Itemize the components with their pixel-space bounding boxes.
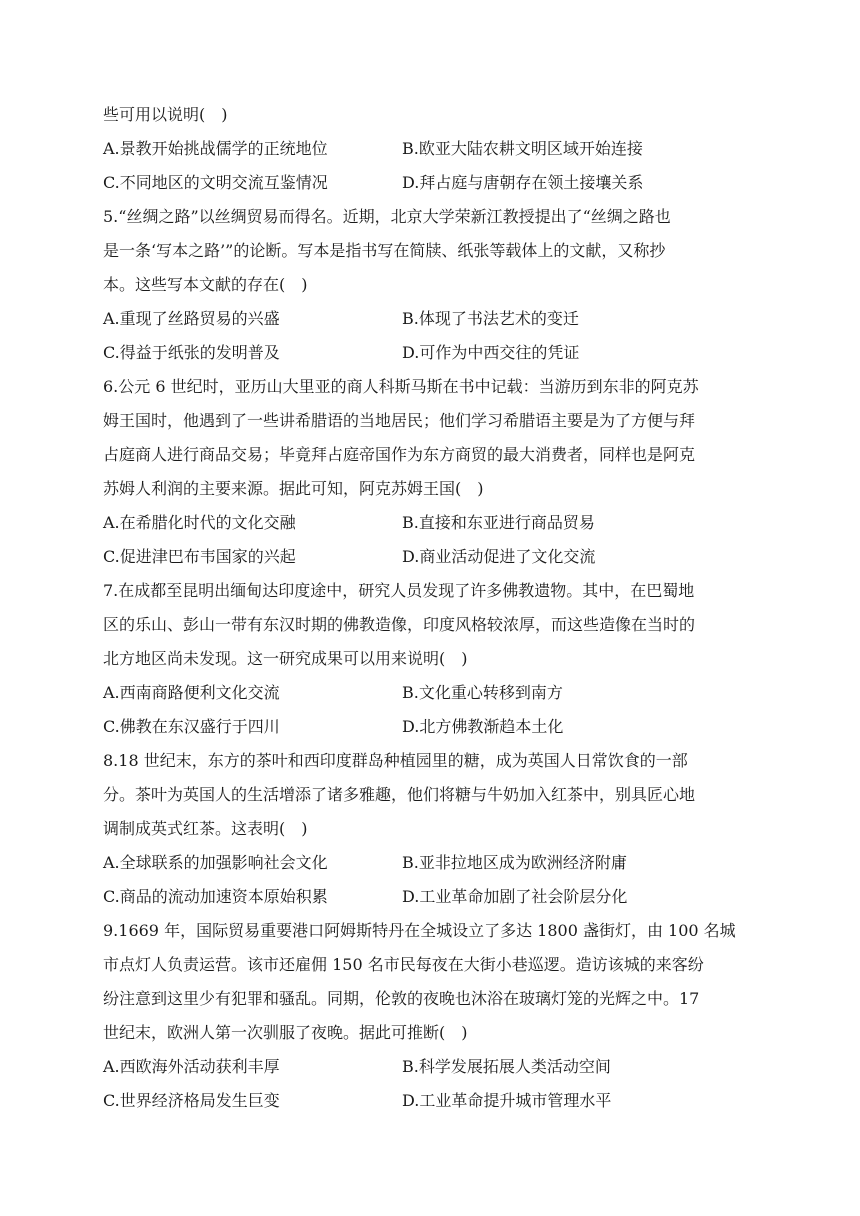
question-7-options-row-1 [103, 676, 763, 710]
question-4-options-row-2 [103, 166, 763, 200]
exam-page [103, 98, 763, 1118]
option-b: B.直接和东亚进行商品贸易 [402, 513, 595, 532]
question-9-stem-line: 世纪末，欧洲人第一次驯服了夜晚。据此可推断( ) [103, 1023, 468, 1042]
question-9-stem-line: 9.1669 年，国际贸易重要港口阿姆斯特丹在全城设立了多达 1800 盏街灯，由 100 名城 [103, 921, 736, 940]
question-8-stem-line: 分。茶叶为英国人的生活增添了诸多雅趣，他们将糖与牛奶加入红茶中，别具匠心地 [103, 785, 696, 804]
question-4-stem-tail: 些可用以说明( ) [103, 105, 228, 124]
question-9-options-row-1 [103, 1050, 763, 1084]
option-c: C.世界经济格局发生巨变 [103, 1091, 280, 1110]
option-a: A.西欧海外活动获利丰厚 [103, 1057, 280, 1076]
question-8-options-row-2 [103, 880, 763, 914]
question-6-stem-line: 苏姆人利润的主要来源。据此可知，阿克苏姆王国( ) [103, 479, 484, 498]
question-6-stem-line: 姆王国时，他遇到了一些讲希腊语的当地居民；他们学习希腊语主要是为了方便与拜 [103, 411, 696, 430]
option-b: B.科学发展拓展人类活动空间 [402, 1057, 611, 1076]
question-7-stem-line: 区的乐山、彭山一带有东汉时期的佛教造像，印度风格较浓厚，而这些造像在当时的 [103, 615, 696, 634]
question-6-stem-line: 占庭商人进行商品交易；毕竟拜占庭帝国作为东方商贸的最大消费者，同样也是阿克 [103, 445, 696, 464]
question-6-options-row-1 [103, 506, 763, 540]
option-c: C.佛教在东汉盛行于四川 [103, 717, 280, 736]
question-9-stem-line: 纷注意到这里少有犯罪和骚乱。同期，伦敦的夜晚也沐浴在玻璃灯笼的光辉之中。17 [103, 989, 700, 1008]
option-b: B.欧亚大陆农耕文明区域开始连接 [402, 139, 643, 158]
option-a: A.在希腊化时代的文化交融 [103, 513, 296, 532]
option-a: A.重现了丝路贸易的兴盛 [103, 309, 280, 328]
question-4-options-row-1 [103, 132, 763, 166]
question-9-stem-line: 市点灯人负责运营。该市还雇佣 150 名市民每夜在大街小巷巡逻。造访该城的来客纷 [103, 955, 704, 974]
question-7-stem-line: 7.在成都至昆明出缅甸达印度途中，研究人员发现了许多佛教遗物。其中，在巴蜀地 [103, 581, 695, 600]
question-8-options-row-1 [103, 846, 763, 880]
option-d: D.拜占庭与唐朝存在领土接壤关系 [402, 173, 644, 192]
question-6-options-row-2 [103, 540, 763, 574]
option-d: D.可作为中西交往的凭证 [402, 343, 580, 362]
question-9-options-row-2 [103, 1084, 763, 1118]
question-5-stem-line: 5.“丝绸之路”以丝绸贸易而得名。近期，北京大学荣新江教授提出了“丝绸之路也 [103, 207, 671, 226]
question-5-stem-line: 是一条‘写本之路’”的论断。写本是指书写在简牍、纸张等载体上的文献，又称抄 [103, 241, 666, 260]
option-d: D.商业活动促进了文化交流 [402, 547, 596, 566]
option-d: D.工业革命提升城市管理水平 [402, 1091, 612, 1110]
option-b: B.文化重心转移到南方 [402, 683, 563, 702]
question-6-stem-line: 6.公元 6 世纪时，亚历山大里亚的商人科斯马斯在书中记载：当游历到东非的阿克苏 [103, 377, 699, 396]
option-c: C.促进津巴布韦国家的兴起 [103, 547, 296, 566]
question-7-options-row-2 [103, 710, 763, 744]
question-5-options-row-2 [103, 336, 763, 370]
option-c: C.得益于纸张的发明普及 [103, 343, 280, 362]
question-7-stem-line: 北方地区尚未发现。这一研究成果可以用来说明( ) [103, 649, 468, 668]
option-c: C.不同地区的文明交流互鉴情况 [103, 173, 328, 192]
option-a: A.景教开始挑战儒学的正统地位 [103, 139, 328, 158]
question-5-stem-line: 本。这些写本文献的存在( ) [103, 275, 308, 294]
question-5-options-row-1 [103, 302, 763, 336]
question-8-stem-line: 8.18 世纪末，东方的茶叶和西印度群岛种植园里的糖，成为英国人日常饮食的一部 [103, 751, 688, 770]
option-b: B.体现了书法艺术的变迁 [402, 309, 579, 328]
option-a: A.西南商路便利文化交流 [103, 683, 280, 702]
question-8-stem-line: 调制成英式红茶。这表明( ) [103, 819, 308, 838]
option-c: C.商品的流动加速资本原始积累 [103, 887, 328, 906]
option-d: D.工业革命加剧了社会阶层分化 [402, 887, 628, 906]
option-a: A.全球联系的加强影响社会文化 [103, 853, 328, 872]
option-b: B.亚非拉地区成为欧洲经济附庸 [402, 853, 627, 872]
option-d: D.北方佛教渐趋本土化 [402, 717, 564, 736]
